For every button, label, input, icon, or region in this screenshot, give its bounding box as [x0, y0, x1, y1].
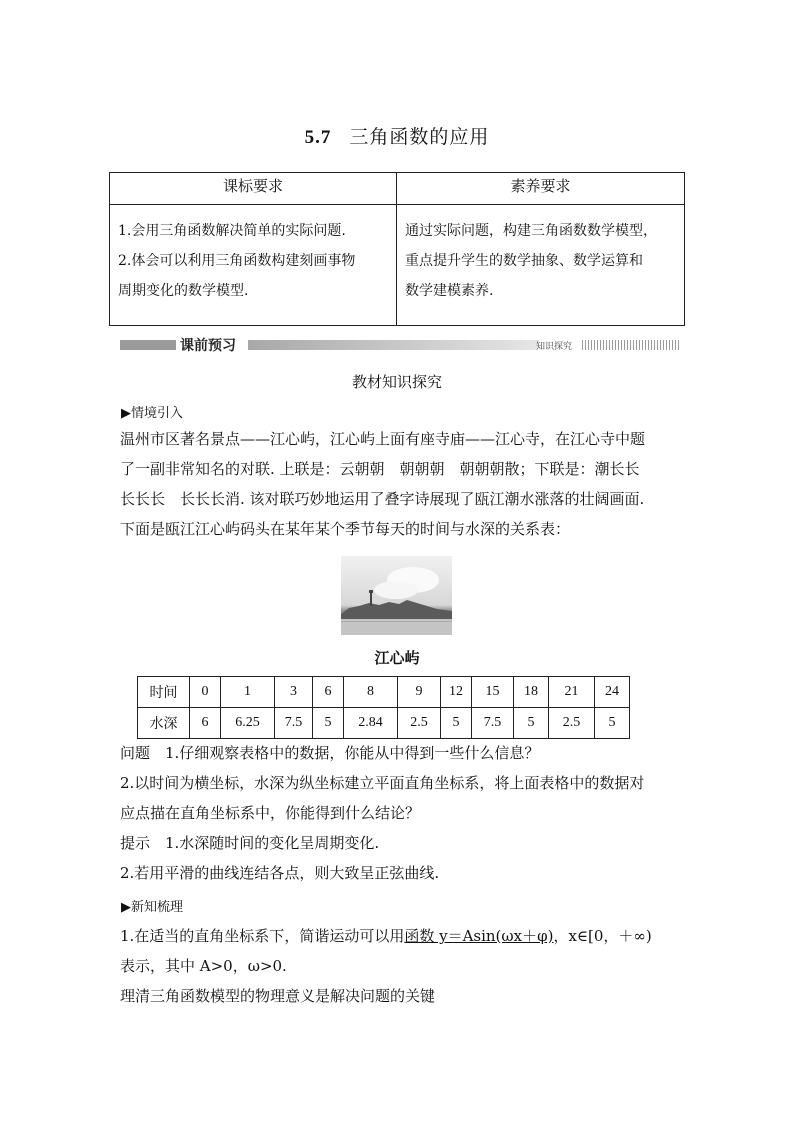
depth-cell: 2.84: [344, 708, 398, 739]
new-knowledge-label: ▶新知梳理: [121, 900, 183, 915]
key-note: 理清三角函数模型的物理意义是解决问题的关键: [120, 987, 436, 1005]
depth-cell: 5: [595, 708, 630, 739]
table-row: [138, 677, 630, 708]
page-title: [0, 122, 794, 149]
time-cell: 1: [221, 677, 275, 708]
depth-cell: 7.5: [275, 708, 313, 739]
table-row: [138, 708, 630, 739]
landscape-image: [341, 556, 452, 635]
knowledge-text: ，x∈[0，＋∞): [553, 927, 652, 945]
section-title: 三角函数的应用: [349, 126, 490, 148]
knowledge-line: [120, 921, 652, 951]
time-depth-table: [137, 676, 630, 739]
requirement-line: 1.会用三角函数解决简单的实际问题.: [118, 223, 346, 239]
time-cell: 15: [472, 677, 514, 708]
depth-cell: 6.25: [221, 708, 275, 739]
time-cell: 6: [313, 677, 344, 708]
section-heading: 教材知识探究: [351, 373, 442, 391]
question-line: 问题 1.仔细观察表格中的数据，你能从中得到一些什么信息？: [120, 744, 540, 762]
knowledge-text: 1.在适当的直角坐标系下，简谐运动可以用: [120, 927, 405, 945]
table-divider: [110, 204, 684, 205]
requirement-line: 重点提升学生的数学抽象、数学运算和: [405, 253, 643, 269]
new-knowledge-block: [120, 921, 652, 1011]
row-label: 时间: [138, 677, 190, 708]
requirement-line: 2.体会可以利用三角函数构建刻画事物: [118, 253, 356, 269]
photo-caption: 江心屿: [374, 649, 420, 667]
hint-line: 提示 1.水深随时间的变化呈周期变化.: [120, 834, 380, 852]
banner-decoration: [120, 340, 176, 350]
banner-decoration: [248, 340, 538, 350]
paragraph-line: 下面是瓯江江心屿码头在某年某个季节每天的时间与水深的关系表：: [120, 520, 571, 538]
question-line: 2.以时间为横坐标，水深为纵坐标建立平面直角坐标系，将上面表格中的数据对: [120, 774, 645, 792]
paragraph-line: 温州市区著名景点——江心屿，江心屿上面有座寺庙——江心寺，在江心寺中题: [120, 430, 646, 448]
depth-cell: 5: [514, 708, 549, 739]
hint-line: 2.若用平滑的曲线连结各点，则大致呈正弦曲线.: [120, 864, 440, 882]
depth-cell: 5: [313, 708, 344, 739]
river-island-photo: [341, 556, 452, 635]
requirement-line: 通过实际问题，构建三角函数数学模型，: [405, 223, 657, 239]
time-cell: 3: [275, 677, 313, 708]
time-cell: 24: [595, 677, 630, 708]
time-cell: 0: [190, 677, 221, 708]
depth-cell: 5: [441, 708, 472, 739]
depth-cell: 7.5: [472, 708, 514, 739]
formula-text: 函数 y＝Asin(ωx＋φ): [404, 927, 554, 945]
banner-decoration: [582, 340, 680, 350]
table-divider: [396, 173, 397, 325]
banner-tag: 知识探究: [536, 342, 573, 352]
curriculum-header: 课标要求: [222, 177, 283, 195]
requirement-line: 数学建模素养.: [405, 283, 494, 299]
depth-cell: 6: [190, 708, 221, 739]
time-cell: 18: [514, 677, 549, 708]
curriculum-requirements: [118, 216, 355, 306]
paragraph-line: 了一副非常知名的对联. 上联是：云朝朝 朝朝朝 朝朝朝散；下联是：潮长长: [120, 460, 640, 478]
literacy-requirements: [405, 216, 657, 306]
question-line: 应点描在直角坐标系中，你能得到什么结论？: [120, 804, 421, 822]
time-cell: 21: [549, 677, 595, 708]
intro-label: ▶情境引入: [121, 406, 183, 421]
depth-cell: 2.5: [549, 708, 595, 739]
requirements-table: [109, 172, 685, 326]
section-banner: [120, 338, 680, 352]
time-cell: 12: [441, 677, 472, 708]
requirement-line: 周期变化的数学模型.: [118, 283, 249, 299]
time-cell: 8: [344, 677, 398, 708]
depth-cell: 2.5: [398, 708, 441, 739]
paragraph-line: 长长长 长长长消. 该对联巧妙地运用了叠字诗展现了瓯江潮水涨落的壮阔画面.: [120, 490, 645, 508]
intro-paragraph: [120, 424, 645, 544]
questions-block: [120, 738, 644, 888]
knowledge-line: 表示，其中 A>0，ω>0.: [120, 957, 287, 975]
row-label: 水深: [138, 708, 190, 739]
literacy-header: 素养要求: [510, 177, 571, 195]
section-number: 5.7: [304, 127, 332, 148]
banner-title: 课前预习: [180, 338, 236, 354]
time-cell: 9: [398, 677, 441, 708]
